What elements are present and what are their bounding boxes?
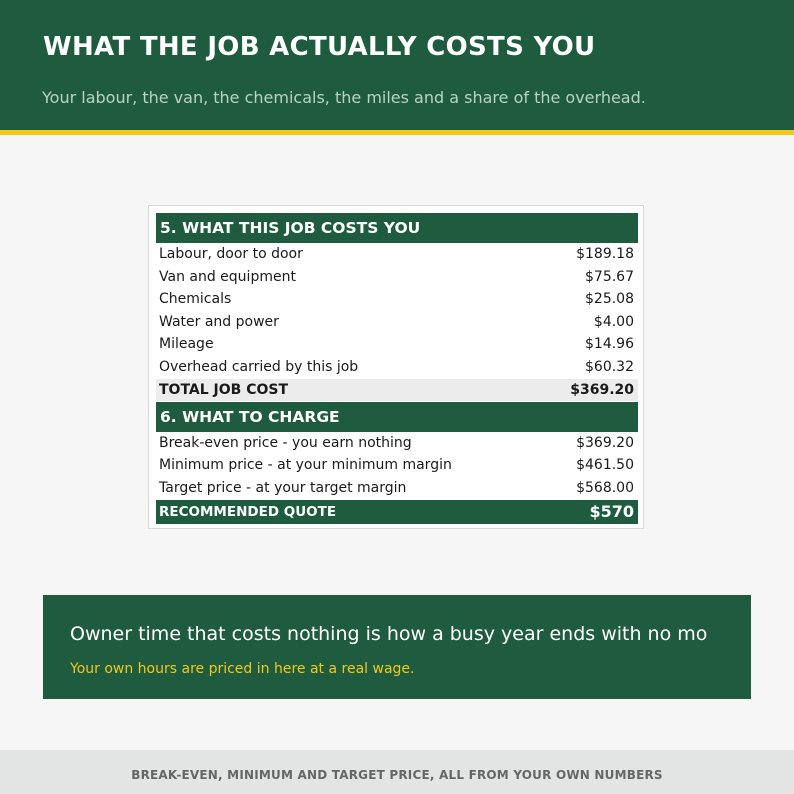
row-value: $25.08 xyxy=(585,291,634,308)
total-value: $369.20 xyxy=(570,381,634,398)
table-row xyxy=(156,333,638,356)
row-value: $4.00 xyxy=(593,313,634,330)
row-label: Van and equipment xyxy=(159,268,296,285)
row-label: Mileage xyxy=(159,336,214,353)
row-value: $14.96 xyxy=(585,336,634,353)
row-label: Overhead carried by this job xyxy=(159,359,359,375)
table-row xyxy=(156,288,638,311)
row-label: Labour, door to door xyxy=(159,246,303,262)
quote-value: $570 xyxy=(589,501,634,521)
page-title: WHAT THE JOB ACTUALLY COSTS YOU xyxy=(43,32,596,62)
row-label: Target price - at your target margin xyxy=(159,479,407,496)
row-label: Minimum price - at your minimum margin xyxy=(159,457,452,474)
recommended-quote-row xyxy=(156,500,638,524)
row-value: $568.00 xyxy=(576,479,634,496)
total-row xyxy=(156,379,638,402)
table-row xyxy=(156,477,638,500)
row-value: $75.67 xyxy=(585,268,634,285)
footer-caption: BREAK-EVEN, MINIMUM AND TARGET PRICE, ALL FROM YOUR OWN NUMBERS xyxy=(131,768,663,782)
page-header xyxy=(0,0,794,135)
row-label: Break-even price - you earn nothing xyxy=(159,434,412,451)
row-value: $189.18 xyxy=(576,246,634,262)
section-heading-costs: 5. WHAT THIS JOB COSTS YOU xyxy=(156,213,638,243)
table-row xyxy=(156,311,638,334)
table-row xyxy=(156,266,638,289)
callout-message: Owner time that costs nothing is how a busy year ends with no mo xyxy=(70,623,708,645)
cost-table xyxy=(148,205,644,529)
section-heading-charge: 6. WHAT TO CHARGE xyxy=(156,402,638,432)
page-subtitle: Your labour, the van, the chemicals, the miles and a share of the overhead. xyxy=(42,88,646,107)
row-value: $60.32 xyxy=(585,359,634,375)
page-footer xyxy=(0,750,794,794)
table-row xyxy=(156,432,638,455)
callout-banner xyxy=(43,595,751,699)
row-value: $369.20 xyxy=(576,434,634,451)
row-label: Chemicals xyxy=(159,291,232,308)
table-row xyxy=(156,454,638,477)
callout-note: Your own hours are priced in here at a real wage. xyxy=(70,661,415,677)
table-row xyxy=(156,243,638,266)
total-label: TOTAL JOB COST xyxy=(159,381,289,398)
row-label: Water and power xyxy=(159,313,279,330)
quote-label: RECOMMENDED QUOTE xyxy=(159,503,337,520)
row-value: $461.50 xyxy=(576,457,634,474)
table-row xyxy=(156,356,638,379)
